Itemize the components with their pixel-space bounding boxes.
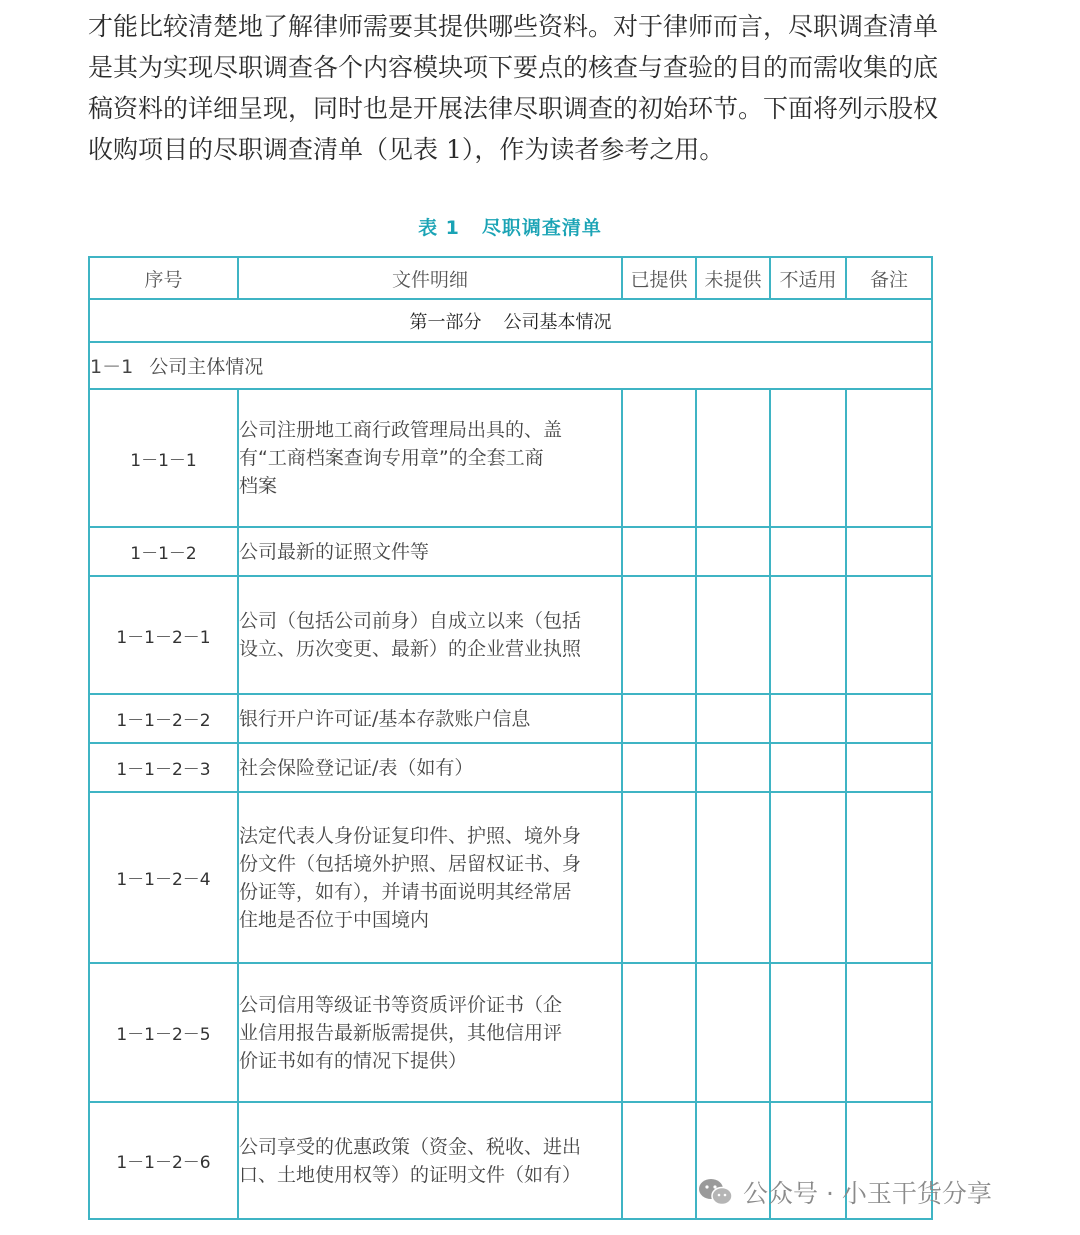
- not-provided-cell[interactable]: [696, 527, 770, 576]
- row-file-detail-line: 公司注册地工商行政管理局出具的、盖: [239, 419, 563, 441]
- row-file-detail: [238, 576, 622, 694]
- header-not-provided: 未提供: [696, 257, 770, 299]
- table-caption: [0, 213, 1020, 240]
- remarks-cell[interactable]: [846, 694, 932, 743]
- part-label: 第一部分: [409, 311, 482, 333]
- row-file-detail-line: 份证等，如有），并请书面说明其经常居: [239, 880, 572, 903]
- table-header-row: [89, 257, 932, 299]
- intro-line: 是其为实现尽职调查各个内容模块项下要点的核查与查验的目的而需收集的底: [88, 53, 939, 82]
- due-diligence-table: [88, 256, 933, 1220]
- header-remarks: 备注: [846, 257, 932, 299]
- provided-cell[interactable]: [622, 527, 696, 576]
- row-seq: 1－1－2－5: [89, 963, 238, 1102]
- row-file-detail-line: 档案: [239, 475, 278, 497]
- section-title: 公司主体情况: [149, 356, 264, 378]
- header-provided: 已提供: [622, 257, 696, 299]
- row-file-detail-line: 价证书如有的情况下提供）: [239, 1049, 468, 1072]
- row-file-detail-line: 业信用报告最新版需提供，其他信用评: [239, 1021, 563, 1044]
- part-row: [89, 299, 932, 342]
- provided-cell[interactable]: [622, 694, 696, 743]
- row-file-detail-line: 有“工商档案查询专用章”的全套工商: [239, 447, 544, 469]
- row-file-detail: [238, 389, 622, 527]
- remarks-cell[interactable]: [846, 963, 932, 1102]
- row-file-detail: [238, 527, 622, 576]
- wechat-icon: [697, 1177, 735, 1207]
- not-applicable-cell[interactable]: [770, 792, 846, 963]
- row-file-detail: [238, 1102, 622, 1219]
- not-applicable-cell[interactable]: [770, 576, 846, 694]
- row-file-detail-line: 社会保险登记证/表（如有）: [239, 756, 474, 779]
- provided-cell[interactable]: [622, 792, 696, 963]
- table-caption-label: 表 1: [418, 217, 460, 239]
- not-applicable-cell[interactable]: [770, 963, 846, 1102]
- header-seq: 序号: [89, 257, 238, 299]
- intro-paragraph: [88, 6, 948, 170]
- watermark-text: 公众号 · 小玉干货分享: [743, 1179, 992, 1208]
- not-provided-cell[interactable]: [696, 576, 770, 694]
- row-file-detail-line: 公司最新的证照文件等: [239, 540, 430, 563]
- not-provided-cell[interactable]: [696, 792, 770, 963]
- table-row: [89, 576, 932, 694]
- not-applicable-cell[interactable]: [770, 389, 846, 527]
- remarks-cell[interactable]: [846, 792, 932, 963]
- row-file-detail-line: 公司（包括公司前身）自成立以来（包括: [239, 610, 582, 632]
- section-row: [89, 342, 932, 389]
- table-caption-title: 尽职调查清单: [481, 217, 602, 239]
- provided-cell[interactable]: [622, 1102, 696, 1219]
- row-seq: 1－1－2－3: [89, 743, 238, 792]
- row-file-detail-line: 设立、历次变更、最新）的企业营业执照: [239, 638, 582, 660]
- row-file-detail: [238, 694, 622, 743]
- row-file-detail-line: 住地是否位于中国境内: [239, 908, 430, 931]
- row-file-detail: [238, 792, 622, 963]
- row-seq: 1－1－2－4: [89, 792, 238, 963]
- table-row: [89, 527, 932, 576]
- provided-cell[interactable]: [622, 389, 696, 527]
- remarks-cell[interactable]: [846, 527, 932, 576]
- remarks-cell[interactable]: [846, 389, 932, 527]
- part-heading: [89, 299, 932, 342]
- row-seq: 1－1－1: [89, 389, 238, 527]
- remarks-cell[interactable]: [846, 576, 932, 694]
- row-seq: 1－1－2: [89, 527, 238, 576]
- row-file-detail-line: 口、土地使用权等）的证明文件（如有）: [239, 1163, 582, 1186]
- provided-cell[interactable]: [622, 576, 696, 694]
- table-row: [89, 743, 932, 792]
- intro-line: 稿资料的详细呈现，同时也是开展法律尽职调查的初始环节。下面将列示股权: [88, 94, 939, 123]
- table-row: [89, 694, 932, 743]
- part-title: 公司基本情况: [503, 311, 612, 333]
- row-file-detail: [238, 743, 622, 792]
- not-provided-cell[interactable]: [696, 694, 770, 743]
- row-seq: 1－1－2－6: [89, 1102, 238, 1219]
- provided-cell[interactable]: [622, 743, 696, 792]
- row-file-detail-line: 公司信用等级证书等资质评价证书（企: [239, 993, 563, 1016]
- not-provided-cell[interactable]: [696, 743, 770, 792]
- table-row: [89, 792, 932, 963]
- intro-line: 收购项目的尽职调查清单（见表 1），作为读者参考之用。: [88, 135, 725, 164]
- header-not-applicable: 不适用: [770, 257, 846, 299]
- table-row: [89, 389, 932, 527]
- row-seq: 1－1－2－1: [89, 576, 238, 694]
- watermark: [697, 1174, 992, 1210]
- row-seq: 1－1－2－2: [89, 694, 238, 743]
- row-file-detail-line: 份文件（包括境外护照、居留权证书、身: [239, 852, 582, 875]
- table-row: [89, 963, 932, 1102]
- intro-line: 才能比较清楚地了解律师需要其提供哪些资料。对于律师而言，尽职调查清单: [88, 12, 939, 41]
- remarks-cell[interactable]: [846, 743, 932, 792]
- not-applicable-cell[interactable]: [770, 694, 846, 743]
- not-provided-cell[interactable]: [696, 389, 770, 527]
- not-provided-cell[interactable]: [696, 963, 770, 1102]
- row-file-detail: [238, 963, 622, 1102]
- not-applicable-cell[interactable]: [770, 743, 846, 792]
- row-file-detail-line: 公司享受的优惠政策（资金、税收、进出: [239, 1135, 582, 1158]
- section-number: 1－1: [90, 356, 134, 378]
- row-file-detail-line: 银行开户许可证/基本存款账户信息: [239, 707, 531, 730]
- section-heading: [89, 342, 932, 389]
- header-file-detail: 文件明细: [238, 257, 622, 299]
- provided-cell[interactable]: [622, 963, 696, 1102]
- not-applicable-cell[interactable]: [770, 527, 846, 576]
- row-file-detail-line: 法定代表人身份证复印件、护照、境外身: [239, 824, 582, 847]
